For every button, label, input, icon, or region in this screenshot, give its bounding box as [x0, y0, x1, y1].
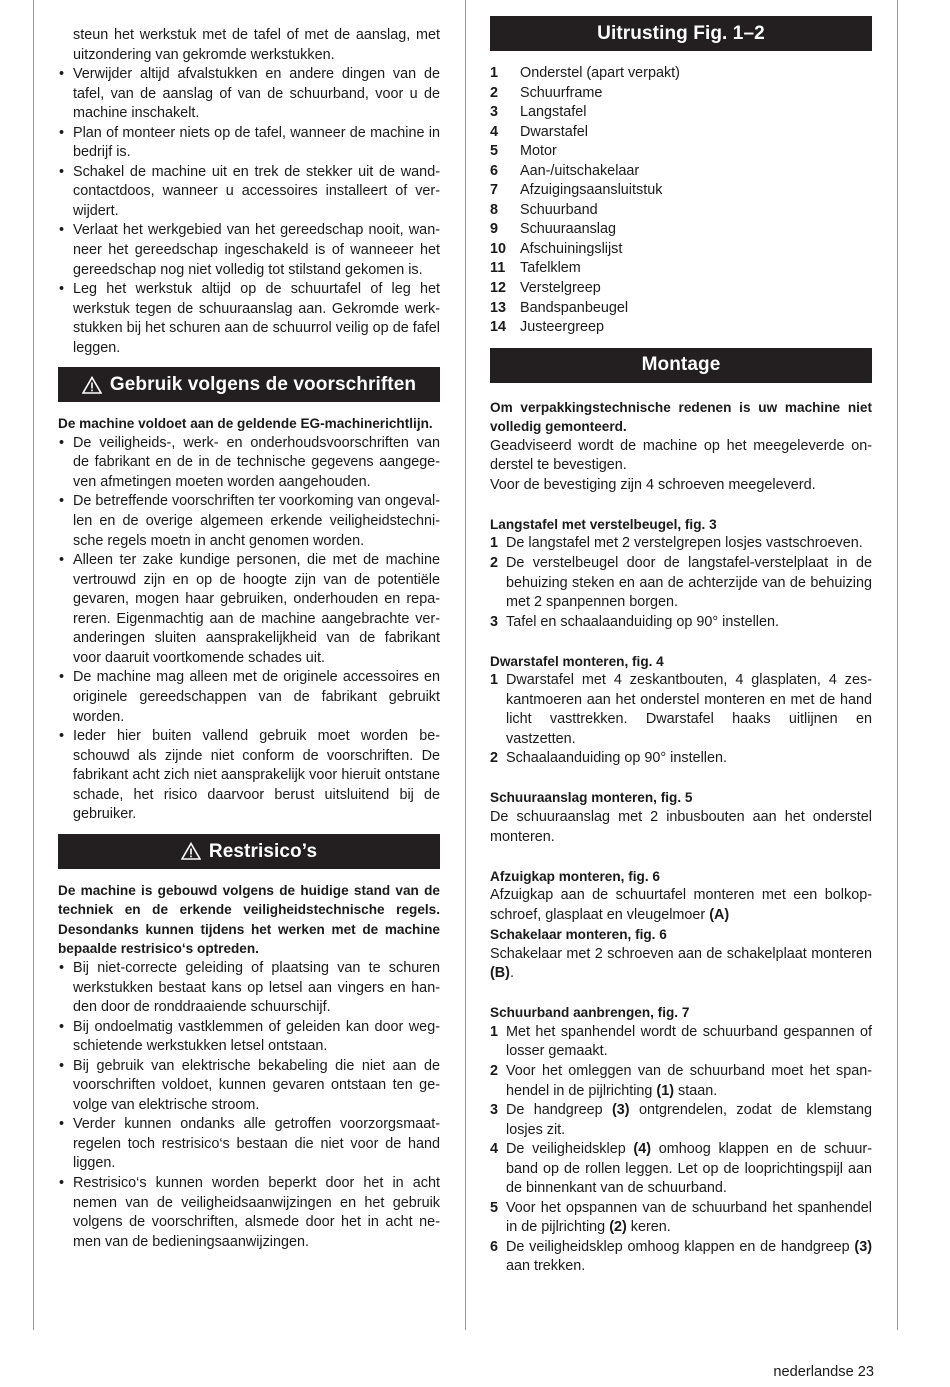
center-column-rule: [465, 0, 466, 1330]
list-item: • Schakel de machine uit en trek de stekker uit de wandcontactdoos, wanneer u accessoires installeert of verwijdert.: [58, 163, 440, 222]
subheading-dwarstafel: Dwarstafel monteren, fig. 4: [490, 653, 664, 669]
subheading-langstafel: Langstafel met verstelbeugel, fig. 3: [490, 516, 717, 532]
step-text: staan.: [678, 1082, 718, 1099]
step-text: keren.: [630, 1219, 671, 1236]
right-margin-rule: [897, 0, 898, 1330]
list-item: [490, 1140, 872, 1199]
list-item: [490, 103, 872, 123]
step-text: Voor het omleggen van de schuurband moet het spanhendel in de pijlrichting: [506, 1063, 872, 1099]
part-number: 3: [490, 104, 499, 121]
part-label: Aan-/uitschakelaar: [520, 162, 640, 179]
list-item: [490, 1199, 872, 1238]
part-reference: (3): [612, 1102, 630, 1119]
step-number: 2: [490, 1063, 499, 1080]
part-label: Schuurframe: [520, 84, 603, 101]
list-item: • Bij gebruik van elektrische bekabeling die niet aan de voorschriften voldoet, kunnen gevaren ontstaan ten gevolge van elektrische stroom.: [58, 1057, 440, 1116]
list-item: • De betreffende voorschriften ter voorkoming van ongevallen en de overige algemeen erkende veiligheidstechnische regels moetn in ancht genomen worden.: [58, 492, 440, 551]
part-label: Bandspanbeugel: [520, 299, 629, 316]
step-text: De veiligheidsklep omhoog klappen en de handgreep: [506, 1238, 850, 1255]
left-margin-rule: [33, 0, 34, 1330]
part-number: 12: [490, 280, 507, 297]
step-number: 6: [490, 1238, 499, 1255]
section-heading-montage: [490, 348, 872, 383]
section-title: Gebruik volgens de voorschriften: [109, 374, 417, 396]
list-item: • Leg het werkstuk altijd op de schuurtafel of leg het werkstuk tegen de schuuraanslag aan. Gekromde werkstukken bij het schuren aan de schuurrol veilig op de fafel leggen.: [58, 280, 440, 358]
paragraph: Voor de bevestiging zijn 4 schroeven meegeleverd.: [490, 476, 816, 493]
part-number: 13: [490, 299, 507, 316]
step-number: 3: [490, 613, 499, 630]
step-text: De handgreep: [506, 1102, 603, 1119]
intro-continuation: steun het werkstuk met de tafel of met de aanslag, met uitzondering van gekromde werkstukken.: [73, 27, 440, 63]
step-number: 2: [490, 554, 499, 571]
step-text: Dwarstafel met 4 zeskantbouten, 4 glasplaten, 4 zeskantmoeren aan het onderstel monteren en met de hand licht vasttrekken. Dwarstafel haaks uitlijnen en vastzetten.: [506, 672, 872, 747]
part-label: Schuurband: [520, 201, 598, 218]
list-item: [490, 671, 872, 749]
dwarstafel-steps: [490, 671, 872, 769]
list-item: [490, 1023, 872, 1062]
section-heading-restrisicos: [58, 834, 440, 869]
list-item: [490, 259, 872, 279]
step-number: 4: [490, 1141, 499, 1158]
step-text: Tafel en schaalaanduiding op 90° instellen.: [506, 613, 779, 630]
part-label: Langstafel: [520, 104, 587, 121]
list-item: [490, 84, 872, 104]
step-text: omhoog klappen en de schuurband op de rollen leggen. Let op de looprichtingspijl aan de binnenkant van de schuurband.: [506, 1141, 872, 1197]
list-item: • Bij niet-correcte geleiding of plaatsing van te schuren werkstukken bestaat kans op letsel aan vingers en handen door de ronddraaiende schuurschijf.: [58, 959, 440, 1018]
part-number: 7: [490, 182, 499, 199]
paragraph: Geadviseerd wordt de machine op het meegeleverde onderstel te bevestigen.: [490, 437, 872, 474]
part-reference: (1): [656, 1082, 674, 1099]
list-item: [490, 554, 872, 613]
list-item: [490, 318, 872, 338]
part-label: Dwarstafel: [520, 123, 588, 140]
list-item: • Bij ondoelmatig vastklemmen of geleiden kan door wegschietende werkstukken letsel ontstaan.: [58, 1018, 440, 1057]
list-item: [490, 613, 872, 633]
part-reference: (2): [609, 1219, 627, 1236]
paragraph: De schuuraanslag met 2 inbusbouten aan het onderstel monteren.: [490, 809, 872, 845]
part-number: 5: [490, 143, 499, 160]
section-lead: De machine is gebouwd volgens de huidige stand van de techniek en de erkende veiligheidstechnische regels. Desondanks kunnen tijdens het werken met de machine bepaalde restrisico‘s optreden.: [58, 882, 440, 957]
part-number: 9: [490, 221, 499, 238]
part-label: Afzuigingsaansluitstuk: [520, 182, 663, 199]
part-reference: (A): [709, 906, 730, 923]
restrisico-bullet-list: [58, 959, 440, 1252]
list-item: [490, 64, 872, 84]
list-item: [490, 299, 872, 319]
right-column: [490, 16, 872, 1277]
section-lead: Om verpakkingstechnische redenen is uw machine niet volledig gemonteerd.: [490, 399, 872, 435]
list-item: • De machine mag alleen met de originele accessoires en originele gereedschappen van de fabrikant gebruikt worden.: [58, 668, 440, 727]
subheading-afzuigkap: Afzuigkap monteren, fig. 6: [490, 868, 660, 884]
step-text: Met het spanhendel wordt de schuurband gespannen of losser gemaakt.: [506, 1023, 872, 1060]
list-item: [490, 534, 872, 554]
intro-bullet-list: [58, 65, 440, 358]
list-item: • Verlaat het werkgebied van het gereedschap nooit, wanneer het gereedschap ingeschakeld is of wanneeer het gereedschap nog niet volledig tot stilstand gekomen is.: [58, 221, 440, 280]
part-reference: (B): [490, 965, 510, 982]
part-number: 1: [490, 65, 499, 81]
part-number: 11: [490, 260, 506, 277]
list-item: [490, 220, 872, 240]
list-item: • Verwijder altijd afvalstukken en andere dingen van de tafel, van de aanslag of van de schuurband, voor u de machine inschakelt.: [58, 65, 440, 124]
paragraph: [490, 945, 872, 984]
step-number: 1: [490, 535, 499, 552]
paragraph-text: Afzuigkap aan de schuurtafel monteren met een bolkopschroef, glasplaat en vleugelmoer: [490, 887, 872, 923]
part-label: Verstelgreep: [520, 280, 601, 297]
page-footer: nederlandse 23: [773, 1364, 874, 1380]
paragraph-end: .: [509, 965, 514, 982]
part-label: Justeergreep: [520, 319, 604, 336]
list-item: [490, 1062, 872, 1101]
step-text: Schaalaanduiding op 90° instellen.: [506, 750, 727, 767]
section-heading-uitrusting: [490, 16, 872, 51]
subheading-schakelaar: Schakelaar monteren, fig. 6: [490, 927, 667, 943]
list-item: • Ieder hier buiten vallend gebruik moet worden beschouwd als zijnde niet conform de voorschriften. De fabrikant acht zich niet aansprakelijk voor hieruit ontstane schade, het risico daarvoor berust uitsluitend bij de gebruiker.: [58, 727, 440, 825]
list-item: [490, 279, 872, 299]
section-lead: De machine voldoet aan de geldende EG-machinerichtlijn.: [58, 416, 433, 432]
list-item: • Plan of monteer niets op de tafel, wanneer de machine in bedrijf is.: [58, 124, 440, 163]
part-number: 14: [490, 319, 507, 336]
part-reference: (4): [633, 1141, 652, 1158]
step-text: ontgrendelen, zodat de klemstang losjes zit.: [506, 1102, 873, 1138]
step-number: 2: [490, 750, 499, 767]
step-text: De veiligheidsklep: [506, 1141, 626, 1158]
step-text: De langstafel met 2 verstelgrepen losjes vastschroeven.: [506, 535, 863, 552]
list-item: [490, 181, 872, 201]
part-label: Tafelklem: [520, 260, 581, 277]
paragraph-text: Schakelaar met 2 schroeven aan de schakelplaat monteren: [490, 945, 872, 962]
list-item: [490, 240, 872, 260]
part-label: Motor: [520, 143, 557, 160]
parts-list: [490, 64, 872, 338]
part-label: Afschuiningslijst: [520, 240, 623, 257]
list-item: [490, 1238, 872, 1277]
list-item: [490, 201, 872, 221]
list-item: • Restrisico‘s kunnen worden beperkt door het in acht nemen van de veiligheidsaanwijzingen en het gebruik volgens de voorschriften, alsmede door het in acht nemen van de bedieningsaanwijzingen.: [58, 1174, 440, 1252]
section-title: Uitrusting Fig. 1–2: [597, 22, 765, 44]
paragraph: [490, 886, 872, 925]
section-title: Montage: [641, 354, 721, 376]
part-number: 2: [490, 84, 499, 101]
step-number: 3: [490, 1102, 499, 1119]
step-text: Voor het opspannen van de schuurband het spanhendel in de pijlrichting: [506, 1199, 872, 1236]
schuurband-steps: [490, 1023, 872, 1277]
section-title: Restrisico’s: [208, 840, 318, 862]
list-item: • Alleen ter zake kundige personen, die met de machine vertrouwd zijn en op de hoogte zijn van de potentiële gevaren, mogen haar gebruiken, onderhouden en repareren. Eigenmachtig aan de machine aangebrachte veranderingen sluiten aansprakelijkheid van de fabrikant voor daaruit voortkomende schades uit.: [58, 551, 440, 668]
list-item: [490, 142, 872, 162]
list-item: [490, 123, 872, 143]
step-number: 1: [490, 672, 499, 689]
left-column: [58, 26, 440, 1252]
part-number: 6: [490, 162, 499, 179]
warning-icon: [181, 842, 201, 860]
list-item: • Verder kunnen ondanks alle getroffen voorzorgsmaatregelen toch restrisico‘s bestaan die niet voor de hand liggen.: [58, 1115, 440, 1174]
warning-icon: [82, 376, 102, 394]
list-item: [490, 749, 872, 769]
step-text: aan trekken.: [506, 1258, 586, 1275]
list-item: [490, 1101, 872, 1140]
list-item: • De veiligheids-, werk- en onderhoudsvoorschriften van de fabrikant en de in de technische gegevens aangegeven afmetingen moeten worden aangehouden.: [58, 434, 440, 493]
step-number: 5: [490, 1199, 499, 1216]
part-label: Onderstel (apart verpakt): [520, 65, 680, 81]
section-heading-gebruik: [58, 367, 440, 402]
subheading-schuurband: Schuurband aanbrengen, fig. 7: [490, 1005, 690, 1021]
part-number: 10: [490, 240, 507, 257]
step-number: 1: [490, 1023, 499, 1040]
step-text: De verstelbeugel door de langstafel-verstelplaat in de behuizing steken en aan de achterzijde van de behuizing met 2 spanpennen borgen.: [506, 554, 872, 611]
part-number: 4: [490, 123, 499, 140]
list-item: [490, 162, 872, 182]
part-number: 8: [490, 201, 499, 218]
part-label: Schuuraanslag: [520, 221, 617, 238]
part-reference: (3): [854, 1238, 873, 1255]
subheading-schuuraanslag: Schuuraanslag monteren, fig. 5: [490, 790, 693, 806]
gebruik-bullet-list: [58, 434, 440, 825]
langstafel-steps: [490, 534, 872, 632]
